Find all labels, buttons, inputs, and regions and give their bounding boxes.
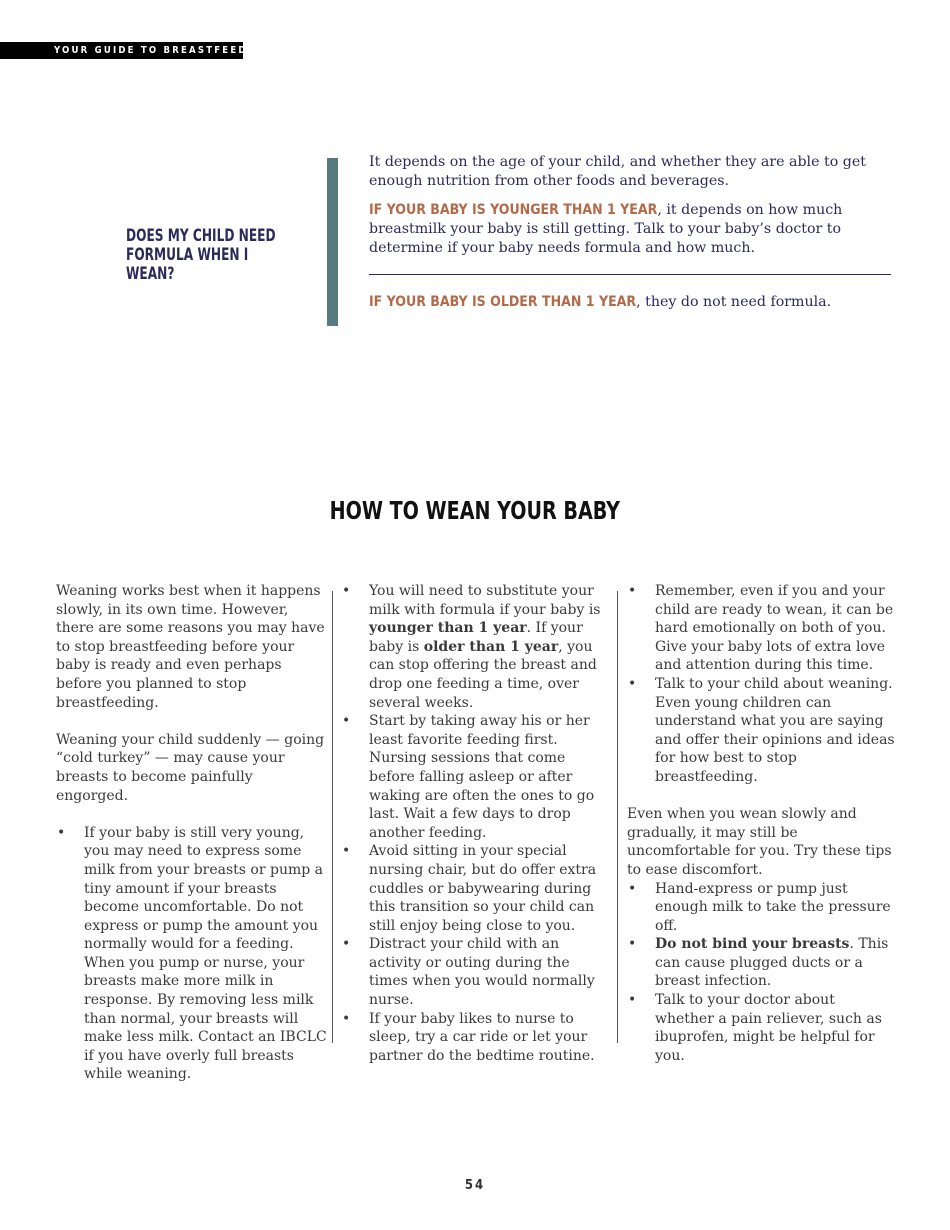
- answer-intro: It depends on the age of your child, and whether they are able to get enough nutrition from other foods and beverages.: [369, 154, 866, 189]
- col1-paragraph-2: Weaning your child suddenly — going “cold turkey” — may cause your breasts to become painfully engorged.: [56, 731, 325, 804]
- answer-younger: [369, 201, 891, 257]
- text: You will need to substitute your milk with formula if your baby is: [369, 583, 601, 618]
- question-title: DOES MY CHILD NEED FORMULA WHEN I WEAN?: [126, 226, 276, 283]
- list-item: • Distract your child with an activity or outing during the times when you would normally nurse.: [341, 935, 610, 1009]
- list-item: • If your baby likes to nurse to sleep, try a car ride or let your partner do the bedtime routine.: [341, 1010, 610, 1066]
- list-item: • Talk to your child about weaning. Even young children can understand what you are saying and offer their opinions and ideas for how best to stop breastfeeding.: [627, 675, 897, 787]
- section-title: [0, 496, 950, 525]
- younger-label: IF YOUR BABY IS YOUNGER THAN 1 YEAR: [369, 202, 658, 219]
- answer-divider: [369, 274, 891, 275]
- list-item: [627, 935, 897, 991]
- column-divider-2: [617, 591, 618, 1043]
- list-item: • Hand-express or pump just enough milk to take the pressure off.: [627, 880, 897, 936]
- column-2: [341, 582, 610, 1065]
- accent-bar: [327, 158, 338, 326]
- section-title-text: HOW TO WEAN YOUR BABY: [329, 496, 621, 525]
- col3-list-2: [627, 880, 897, 1066]
- page-number: 54: [464, 1178, 486, 1193]
- list-item: • Talk to your doctor about whether a pain reliever, such as ibuprofen, might be helpful for you.: [627, 991, 897, 1065]
- column-1: [56, 582, 329, 1084]
- bold-text: Do not bind your breasts: [655, 936, 850, 953]
- list-item: • Remember, even if you and your child are ready to wean, it can be hard emotionally on both of you. Give your baby lots of extra love and attention during this time.: [627, 582, 897, 675]
- col3-paragraph: Even when you wean slowly and gradually, it may still be uncomfortable for you. Try these tips to ease discomfort.: [627, 806, 892, 878]
- older-text: , they do not need formula.: [636, 293, 832, 310]
- column-divider-1: [332, 591, 333, 1043]
- list-item: • Avoid sitting in your special nursing chair, but do offer extra cuddles or babywearing during this transition so your child can still enjoy being close to you.: [341, 842, 610, 935]
- column-3: [627, 582, 897, 1065]
- text: , you can stop offering the breast and drop one feeding a time, over several weeks.: [369, 638, 597, 711]
- col1-paragraph-1: Weaning works best when it happens slowly, in its own time. However, there are some reasons you may have to stop breastfeeding before your baby is ready and even perhaps before you planned to stop breastfeeding.: [56, 583, 325, 711]
- younger-text: , it depends on how much breastmilk your baby is still getting. Talk to your baby’s doctor to determine if your baby needs formula and how much.: [369, 202, 843, 256]
- answer-block: [369, 153, 891, 311]
- col2-list: [341, 582, 610, 1065]
- list-item: • If your baby is still very young, you may need to express some milk from your breasts or pump a tiny amount if your breasts become uncomfortable. Do not express or pump the amount you normally would for a feeding. When you pump or nurse, your breasts make more milk in response. By removing less milk than normal, your breasts will make less milk. Contact an IBCLC if you have overly full breasts while weaning.: [56, 824, 329, 1084]
- answer-older: [369, 293, 891, 312]
- text: . If your baby is: [369, 620, 583, 655]
- list-item: [341, 582, 610, 712]
- bold-text: older than 1 year: [423, 638, 559, 655]
- text: . This can cause plugged ducts or a breast infection.: [655, 936, 889, 990]
- col3-list-1: [627, 582, 897, 787]
- header-band: YOUR GUIDE TO BREASTFEEDING: [0, 42, 243, 59]
- col1-list: [56, 824, 329, 1084]
- list-item: • Start by taking away his or her least favorite feeding first. Nursing sessions that come before falling asleep or after waking are often the ones to go last. Wait a few days to drop another feeding.: [341, 712, 610, 842]
- bold-text: younger than 1 year: [369, 620, 527, 637]
- older-label: IF YOUR BABY IS OLDER THAN 1 YEAR: [369, 293, 637, 310]
